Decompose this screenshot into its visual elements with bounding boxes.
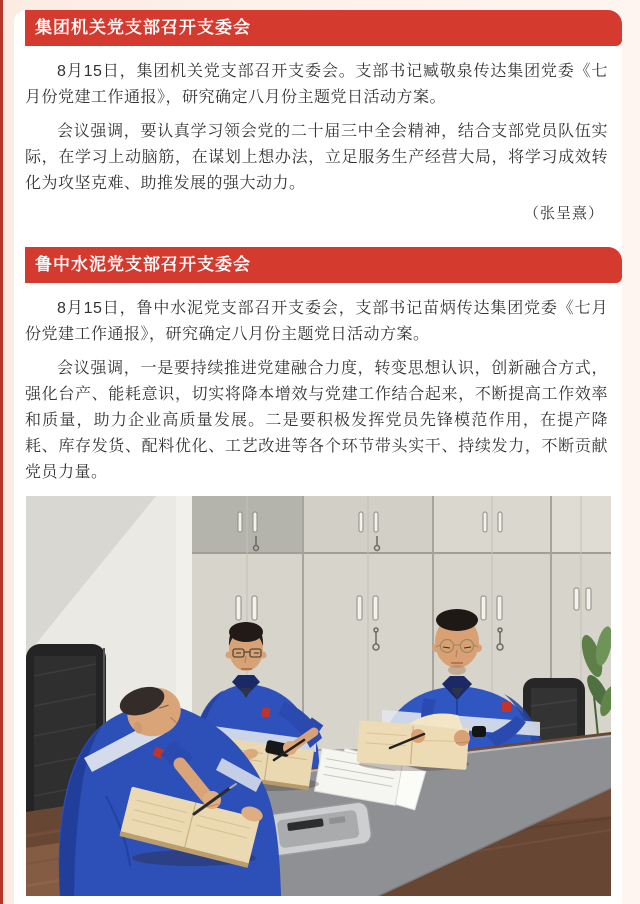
section-2-content	[14, 296, 622, 896]
paragraph: 8月15日，鲁中水泥党支部召开支委会，支部书记苗炳传达集团党委《七月份党建工作通报》，研究确定八月份主题党日活动方案。	[25, 300, 608, 343]
section-banner-1: 集团机关党支部召开支委会	[25, 10, 622, 46]
paragraph: 会议强调，要认真学习领会党的二十届三中全会精神，结合支部党员队伍实际，在学习上动脑筋，在谋划上想办法，立足服务生产经营大局，将学习成效转化为攻坚克难、助推发展的强大动力。	[25, 123, 608, 192]
paragraph: 会议强调，一是要持续推进党建融合力度，转变思想认识，创新融合方式，强化台产、能耗意识，切实将降本增效与党建工作结合起来，不断提高工作效率和质量，助力企业高质量发展。二是要积极发挥党员先锋模范作用，在提产降耗、库存发货、配料优化、工艺改进等各个环节带头实干、持续发力，不断贡献党员力量。	[25, 360, 608, 481]
section-1-content	[14, 59, 622, 223]
left-red-strip	[0, 0, 3, 904]
article-card	[14, 10, 622, 904]
paragraph: 8月15日，集团机关党支部召开支委会。支部书记臧敬泉传达集团党委《七月份党建工作通报》，研究确定八月份主题党日活动方案。	[25, 63, 608, 106]
meeting-photo	[26, 496, 611, 896]
byline: （张呈熹）	[523, 205, 604, 222]
section-banner-2: 鲁中水泥党支部召开支委会	[25, 247, 622, 283]
